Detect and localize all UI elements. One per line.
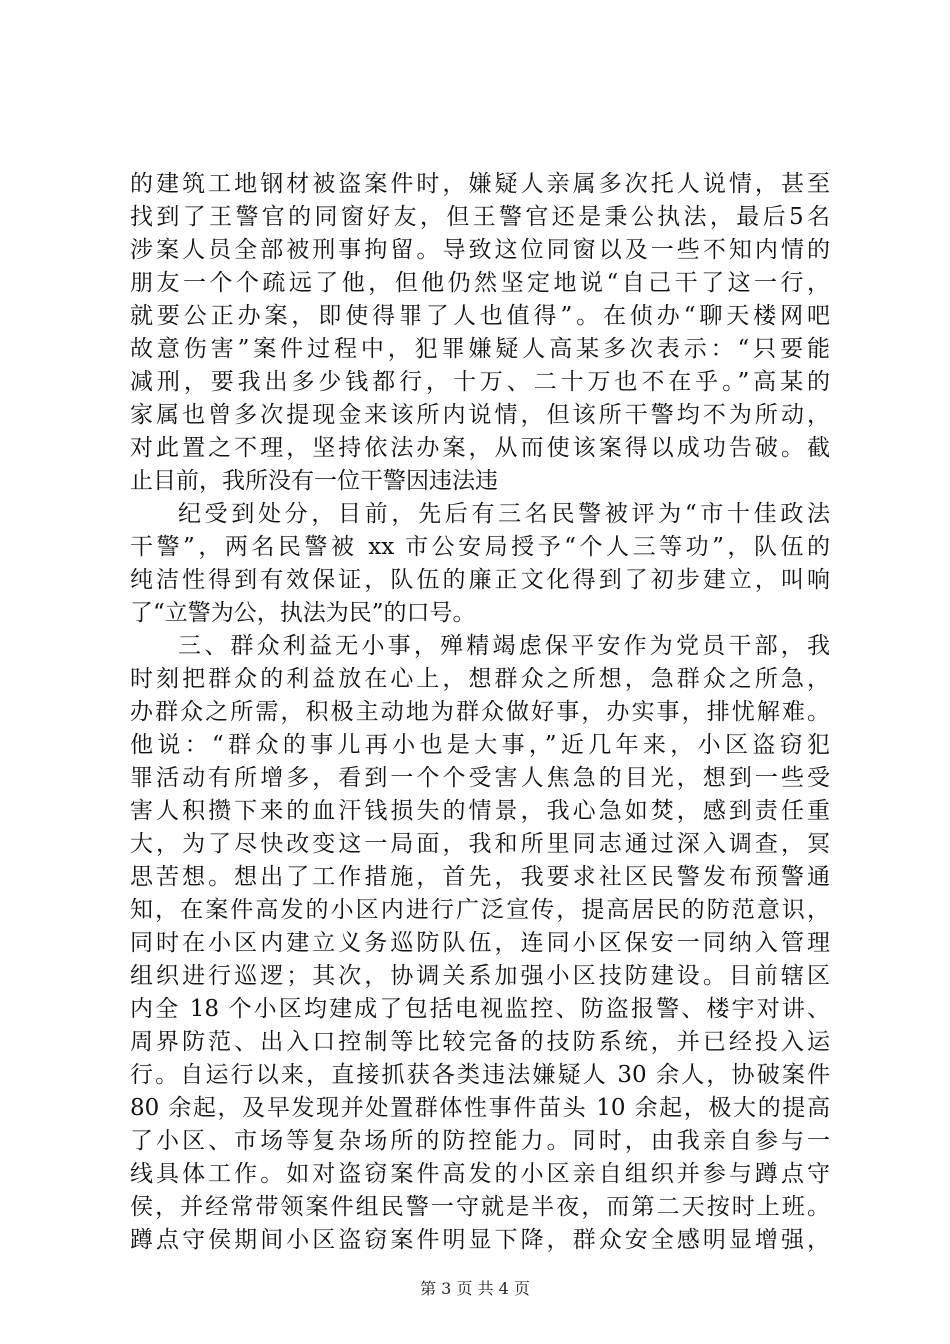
text-line: 减刑，要我出多少钱都行，十万、二十万也不在乎。”高某的 [130,369,830,395]
text-line: 80 余起，及早发现并处置群体性事件苗头 10 余起，极大的提高 [130,1095,830,1121]
text-line: 大，为了尽快改变这一局面，我和所里同志通过深入调查，冥 [130,831,830,857]
text-line: 的建筑工地钢材被盗案件时，嫌疑人亲属多次托人说情，甚至 [130,171,830,197]
text-line: 思苦想。想出了工作措施，首先，我要求社区民警发布预警通 [130,864,830,890]
text-line: 周界防范、出入口控制等比较完备的技防系统，并已经投入运 [130,1029,830,1055]
section-heading-line: 三、群众利益无小事，殚精竭虑保平安作为党员干部，我 [178,633,830,659]
text-line: 组织进行巡逻；其次，协调关系加强小区技防建设。目前辖区 [130,963,830,989]
text-line: 朋友一个个疏远了他，但他仍然坚定地说“自己干了这一行， [130,270,830,296]
paragraph-start-line: 纪受到处分，目前，先后有三名民警被评为“市十佳政法 [178,501,830,527]
text-line: 罪活动有所增多，看到一个个受害人焦急的目光，想到一些受 [130,765,830,791]
text-line: 内全 18 个小区均建成了包括电视监控、防盗报警、楼宇对讲、 [130,996,830,1022]
text-line: 了小区、市场等复杂场所的防控能力。同时，由我亲自参与一 [130,1128,830,1154]
text-line: 家属也曾多次提现金来该所内说情，但该所干警均不为所动， [130,402,830,428]
text-line: 了“立警为公，执法为民”的口号。 [130,600,476,626]
text-line: 害人积攒下来的血汗钱损失的情景，我心急如焚，感到责任重 [130,798,830,824]
text-line: 找到了王警官的同窗好友，但王警官还是秉公执法，最后5名 [130,204,830,230]
text-line: 办群众之所需，积极主动地为群众做好事，办实事，排忧解难。 [130,699,830,725]
text-line: 蹲点守侯期间小区盗窃案件明显下降，群众安全感明显增强， [130,1227,830,1253]
page-number-footer: 第 3 页 共 4 页 [420,1279,530,1298]
text-line: 对此置之不理，坚持依法办案，从而使该案得以成功告破。截 [130,435,830,461]
text-line: 涉案人员全部被刑事拘留。导致这位同窗以及一些不知内情的 [130,237,830,263]
text-line: 纯洁性得到有效保证，队伍的廉正文化得到了初步建立，叫响 [130,567,830,593]
text-line: 就要公正办案，即使得罪了人也值得”。在侦办“聊天楼网吧 [130,303,830,329]
text-line: 止目前，我所没有一位干警因违法违 [130,468,498,494]
text-line: 侯，并经常带领案件组民警一守就是半夜，而第二天按时上班。 [130,1194,830,1220]
text-line: 他说：“群众的事儿再小也是大事，”近几年来，小区盗窃犯 [130,732,830,758]
text-line: 时刻把群众的利益放在心上，想群众之所想，急群众之所急， [130,666,830,692]
text-line: 故意伤害”案件过程中，犯罪嫌疑人高某多次表示：“只要能 [130,336,830,362]
text-line: 行。自运行以来，直接抓获各类违法嫌疑人 30 余人，协破案件 [130,1062,830,1088]
text-line: 知，在案件高发的小区内进行广泛宣传，提高居民的防范意识， [130,897,830,923]
text-line: 同时在小区内建立义务巡防队伍，连同小区保安一同纳入管理 [130,930,830,956]
text-line: 干警”，两名民警被 xx 市公安局授予“个人三等功”，队伍的 [130,534,830,560]
text-line: 线具体工作。如对盗窃案件高发的小区亲自组织并参与蹲点守 [130,1161,830,1187]
